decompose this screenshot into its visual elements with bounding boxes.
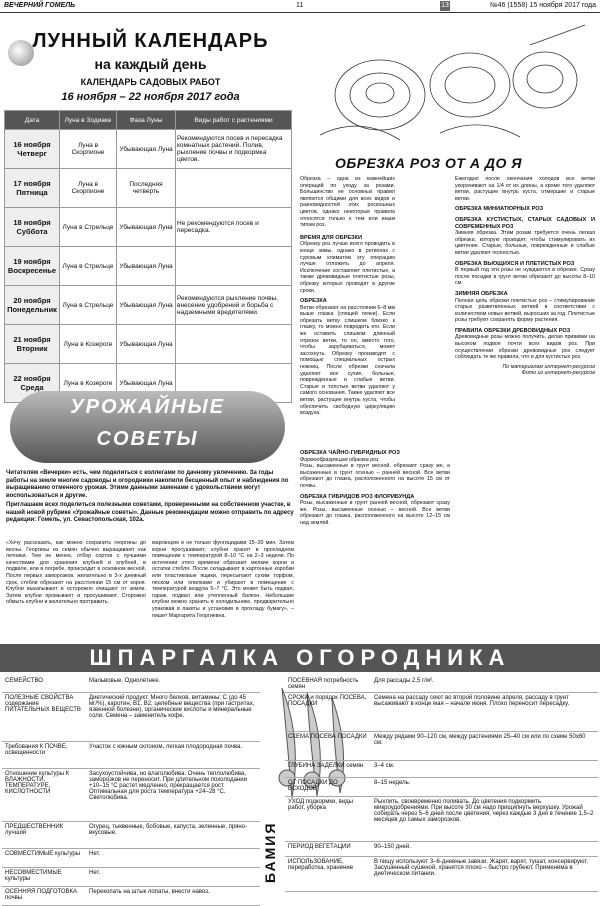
cheat-left-table (2, 676, 260, 906)
roses-subheading: Формообразующая обрезка роз (300, 456, 379, 463)
credit: Фото из интернет-ресурсов (521, 370, 595, 377)
cheat-sheet-title: ШПАРГАЛКА ОГОРОДНИКА (0, 644, 600, 672)
col-header: Фаза Луны (117, 111, 176, 130)
cheat-key: ИСПОЛЬЗОВАНИЕ, переработка, хранение (285, 857, 371, 892)
banner-line-1: УРОЖАЙНЫЕ (70, 396, 225, 418)
cheat-key: СЕМЕЙСТВО (2, 676, 86, 693)
col-header: Дата (5, 111, 60, 130)
lunar-cell-zodiac: Луна в Стрельце (60, 247, 117, 286)
roses-heading: ЗИМНЯЯ ОБРЕЗКА (455, 290, 508, 297)
cheat-value: Для рассады 2,5 г/м². (371, 676, 598, 693)
cheat-row (285, 778, 598, 797)
lunar-cell-date: 17 ноября Пятница (5, 169, 60, 208)
roses-heading: ОБРЕЗКА (300, 298, 327, 305)
cheat-value: В пищу используют 3–6-дневные завязи. Жарят, варят, тушат, консервируют. Засушенный сушеной, хранятся плохо – быстро грубеют. Применима в диетическом питании. (371, 857, 598, 892)
cheat-row (285, 676, 598, 693)
cheat-key: Отношение культуры К ВЛАЖНОСТИ, ТЕМПЕРАТУРЕ, КИСЛОТНОСТИ (2, 769, 86, 822)
cheat-value: Рыхлить, своевременно поливать. До цветения подкормить микроудобрениями. При высоте 30 см надо прищипнуть верхушку. Урожай собирать через 5–6 дней после цветения, через каждые 3 дня в течение 1,5–2 месяцев до самых заморозков. (371, 797, 598, 842)
lunar-cell-date: 16 ноября Четверг (5, 130, 60, 169)
harvest-col-2: марганцем и не только фунгицидами 15–20 мин. Затем корни просушивают, клубни хранят в прохладном помещении с температурой 8–10 °С на 2–3 недели. По истечении этого времени обрезают мелкие корни и остатки стебля. После складывают в картонные коробки или пластиковые ящики, пересыпают сухим торфом, песком или опилками и убирают в помещение с температурой воздуха 5–7 °С. Это может быть подвал, гараж, подвал или утепленный балкон. Небольшие клубни можно хранить в холодильнике, предварительно упаковав в пакеты и установив в прохладу бумагу», – пишет Маргарита Георгиевна. (152, 540, 294, 619)
lunar-cell-phase: Убывающая Луна (117, 364, 176, 403)
roses-text: Розы, высаженные в грунт ранней весной, обрезают сразу же. Розы, высаженные осенью – весной. Все ветви обрезают до глазка, расположенного на высоте 12–15 см над землей. (300, 500, 450, 526)
roses-col-1b (300, 450, 450, 527)
roses-heading: ОБРЕЗКА ЧАЙНО-ГИБРИДНЫХ РОЗ (300, 450, 400, 456)
col-header: Виды работ с растениями (176, 111, 292, 130)
lunar-subtitle: на каждый день (94, 56, 207, 72)
lunar-cell-phase: Убывающая Луна (117, 325, 176, 364)
roses-heading: ОБРЕЗКА ГИБРИДОВ РОЗ ФЛОРИБУНДА (300, 493, 415, 500)
issue-info: №46 (1558) 15 ноября 2017 года (490, 2, 596, 9)
page-header (0, 0, 600, 13)
roses-col-3 (455, 176, 595, 377)
lunar-row (5, 247, 292, 286)
cheat-key: УХОД подкормки, виды работ, уборка (285, 797, 371, 842)
lunar-cell-phase: Убывающая Луна (117, 208, 176, 247)
cheat-key: ОСЕННЯЯ ПОДГОТОВКА почвы (2, 887, 86, 906)
cheat-row (2, 822, 260, 849)
harvest-banner (10, 391, 285, 463)
harvest-col-1: «Хочу рассказать, как можно сохранить георгины до весны. Георгины из семян обычно выращивают как летники. Тем не менее, отбор сортов с лучшими качествами для хранения клубней и клубней, в подвале, или в погребе, происходит в основном весной. После первых заморозков, желательно в 3-х дневный срок, стебли обрезают на расстоянии 15 см от корня. Клубни выкапывают и осторожно очищают от земли. Затем клубни промывают и просушивают. Сторожно обмыть клубни и желательно протравить. (6, 540, 146, 606)
lunar-cell-date: 20 ноября Понедельник (5, 286, 60, 325)
intro-p1: Читателям «Вечерки» есть, чем поделиться с коллегами по дачному увлечению. За годы работы на земле многие садоводы и огородники накопили бесценный опыт и наблюдения по выращиванию отменного урожая. Этими данными заменами с удовольствием могут воспользоваться и другие. (6, 470, 289, 499)
lunar-title: ЛУННЫЙ КАЛЕНДАРЬ (32, 30, 269, 52)
cheat-key: ГЛУБИНА ЗАДЕЛКИ семян (285, 761, 371, 778)
lunar-cell-date: 21 ноября Вторник (5, 325, 60, 364)
lunar-cell-date: 22 ноября Среда (5, 364, 60, 403)
lunar-cell-work (176, 169, 292, 208)
cheat-value: Нет. (86, 868, 260, 887)
roses-illustration (300, 15, 595, 145)
cheat-right-table (285, 676, 598, 892)
cheat-value: Нет. (86, 849, 260, 868)
cheat-key: СРОКИ и порядок ПОСЕВА, ПОСАДКИ (285, 693, 371, 732)
lunar-subtitle-2: КАЛЕНДАРЬ САДОВЫХ РАБОТ (80, 77, 221, 87)
cheat-row (285, 761, 598, 778)
lunar-row (5, 325, 292, 364)
roses-text: Обрезку роз лучше всего проводить в конце зимы, однако в регионах с суровым климатом эту операцию лучше отложить до апреля. Исключение составляет плетистые, а также древовидные плетистые розы, обрезку которых проводят в другие сроки. (300, 241, 395, 294)
roses-title: ОБРЕЗКА РОЗ ОТ А ДО Я (335, 155, 522, 171)
page-number-left: 11 (296, 2, 304, 9)
lunar-cell-date: 19 ноября Воскресенье (5, 247, 60, 286)
lunar-cell-work (176, 325, 292, 364)
lunar-table (4, 110, 292, 403)
lunar-cell-work (176, 247, 292, 286)
cheat-value: 3–4 см. (371, 761, 598, 778)
roses-text: Ветки обрезают на расстоянии 6–8 мм выше глазка (спящей почки). Если обрезать ветку слишком близко к глазку, то можно повредить его. Если же оставить слишком длинный отрезок ветки, то он, вместо того, чтобы зарубцеваться, может засохнуть. Обрезку производят с помощью специальных острых ножниц. После обрезки сначала удаляют все сухие, больные, поврежденные и слабые ветви. Старые и толстые ветви удаляют у самого основания. Также удаляют все ветви, растущие внутрь куста, чтобы обеспечить свободную циркуляцию воздуха. (300, 304, 395, 417)
lunar-cell-zodiac: Луна в Скорпионе (60, 169, 117, 208)
cheat-value: Между рядами 90–120 см, между растениями 25–40 см или по схеме 50х60 см. (371, 732, 598, 761)
page-number-right: 13 (441, 2, 449, 9)
lunar-row (5, 130, 292, 169)
lunar-cell-zodiac: Луна в Козероге (60, 364, 117, 403)
lunar-cell-phase: Убывающая Луна (117, 286, 176, 325)
lunar-cell-phase: Последняя четверть (117, 169, 176, 208)
lunar-cell-work: Рекомендуются рыхление почвы, внесение удобрений и борьба с надземными вредителями. (176, 286, 292, 325)
cheat-key: Требования К ПОЧВЕ, освещенности (2, 742, 86, 769)
roses-col-1 (300, 176, 395, 417)
roses-heading: ОБРЕЗКА ВЬЮЩИХСЯ И ПЛЕТИСТЫХ РОЗ (455, 260, 575, 267)
cheat-value: Мальвовые. Однолетнее. (86, 676, 260, 693)
roses-heading: ВРЕМЯ ДЛЯ ОБРЕЗКИ (300, 234, 362, 241)
lunar-cell-zodiac: Луна в Козероге (60, 325, 117, 364)
lunar-row (5, 286, 292, 325)
lunar-row (5, 169, 292, 208)
roses-heading: ПРАВИЛА ОБРЕЗКИ ДРЕВОВИДНЫХ РОЗ (455, 327, 571, 334)
cheat-key: ПРЕДШЕСТВЕННИК лучший (2, 822, 86, 849)
roses-intro: Обрезка – одна из важнейших операций по уходу за розами. Большинство ее основных правил являются общими для всех видов и разновидностей этих роскошных цветов, однако некоторые правила относятся только к тем или иным типам роз. (300, 176, 395, 229)
roses-text: Ежегодно после окончания холодов все ветви укорачивают на 1/4 от их длины, а кроме того удаляют ветви, растущие внутрь куста, отмершие и старые ветви. (455, 176, 595, 202)
lunar-cell-zodiac: Луна в Стрельце (60, 208, 117, 247)
cheat-key: НЕСОВМЕСТИМЫЕ культуры (2, 868, 86, 887)
roses-heading: ОБРЕЗКА КУСТИСТЫХ, СТАРЫХ САДОВЫХ И СОВРЕМЕННЫХ РОЗ (455, 216, 595, 230)
roses-text: Полная цель обрезки плетистых роз – стимулирование старых разветвленных ветвей в соответствии с количеством новых ветвей, выросших за год. Плетистые розы требуют сохранять форму растения. (455, 297, 595, 324)
cheat-row (285, 857, 598, 892)
cheat-key: ПОСЕВНАЯ потребность семян (285, 676, 371, 693)
cheat-row (2, 693, 260, 742)
cheat-key: ПОЛЕЗНЫЕ СВОЙСТВА содержание ПИТАТЕЛЬНЫХ ВЕЩЕСТВ (2, 693, 86, 742)
cheat-key: СОВМЕСТИМЫЕ культуры (2, 849, 86, 868)
lunar-cell-phase: Убывающая Луна (117, 130, 176, 169)
lunar-cell-zodiac: Луна в Скорпионе (60, 130, 117, 169)
intro-p2: Приглашаем всех поделиться полезными советами, проверенными на собственном участке, в нашей новой рубрике «Урожайные советы». Данные рекомендации можно отправить по адресу редакции: Гомель, ул. Севастопольская, 102а. (6, 502, 294, 523)
cheat-value: Семена на рассаду сеют во второй половине апреля, рассаду в грунт высаживают в конце мая – начале июня. Плохо переносит пересадку. (371, 693, 598, 732)
crop-name: БАМИЯ (262, 821, 278, 884)
roses-text: В первый год эти розы не нуждаются в обрезке. Сразу после посадки в грунт ветви обрезают до высоты 8–10 см. (455, 267, 595, 287)
cheat-value: Перекопать на штык лопаты, внести навоз. (86, 887, 260, 906)
cheat-row (2, 676, 260, 693)
roses-heading: ОБРЕЗКА МИНИАТЮРНЫХ РОЗ (455, 206, 544, 213)
cheat-value: Диетический продукт. Много белков, витамины: С (до 45 мг/%), каротин, В1, В2, целебные вещества (при гастритах, язвенной болезни), органические кислоты и минеральные соли. Семена – заменитель кофе. (86, 693, 260, 742)
roses-text: Зимняя обрезка. Этим розам требуется очень легкая обрезка, которую проводят, чтобы стимулировать их цветение. Старые, больные, поврежденные и слабые ветви удаляют полностью. (455, 230, 595, 256)
cheat-key: СХЕМА ПОСЕВА ПОСАДКИ (285, 732, 371, 761)
lunar-cell-work: Рекомендуются посев и пересадка комнатных растений. Полив, рыхление почвы и подкормка цветов. (176, 130, 292, 169)
col-header: Луна в Зодиаке (60, 111, 117, 130)
cheat-value: Участок с южным склоном, легкая плодородная почва. (86, 742, 260, 769)
cheat-row (285, 842, 598, 857)
newspaper-name: ВЕЧЕРНИЙ ГОМЕЛЬ (4, 2, 76, 9)
lunar-dates: 16 ноября – 22 ноября 2017 года (61, 91, 240, 103)
cheat-row (285, 732, 598, 761)
lunar-cell-zodiac: Луна в Стрельце (60, 286, 117, 325)
cheat-value: 90–150 дней. (371, 842, 598, 857)
cheat-value: Засухоустойчива, но влаголюбива. Очень теплолюбива, заморозков не переносит. При длительном похолодании +10–15 °С растет медленно, прекращается рост. Оптимальная для роста температура +24–28 °С. Светолюбива. (86, 769, 260, 822)
harvest-intro (6, 470, 296, 525)
cheat-value: 8–15 недель. (371, 778, 598, 797)
credit: По материалам интернет-ресурсов (502, 363, 595, 370)
cheat-row (2, 769, 260, 822)
cheat-key: ПЕРИОД ВЕГЕТАЦИИ (285, 842, 371, 857)
banner-line-2: СОВЕТЫ (96, 428, 199, 450)
lunar-cell-date: 18 ноября Суббота (5, 208, 60, 247)
cheat-row (285, 797, 598, 842)
lunar-cell-work: Не рекомендуются посев и пересадка. (176, 208, 292, 247)
roses-text: Розы, высаженные в грунт весной, обрезают сразу же, а высаженные в грунт осенью – ранней весной. Все ветви обрезают до глазка, расположенного на высоте 15 см от почвы. (300, 463, 450, 489)
lunar-row (5, 208, 292, 247)
lunar-cell-phase: Убывающая Луна (117, 247, 176, 286)
cheat-row (2, 742, 260, 769)
cheat-value: Огурец, тыквенные, бобовые, капуста, зеленные, пряно-вкусовые. (86, 822, 260, 849)
cheat-key: ОТ ПОСАДКИ ДО ВСХОДОВ (285, 778, 371, 797)
cheat-row (2, 868, 260, 887)
cheat-row (2, 849, 260, 868)
cheat-row (285, 693, 598, 732)
roses-text: Древовидные розы можно получить, делая прививки на высоком подвое почти всех видов роз. При осуществлении обрезки древовидных роз следует соблюдать те же правила, что и для кустистых роз. (455, 334, 595, 361)
cheat-row (2, 887, 260, 906)
